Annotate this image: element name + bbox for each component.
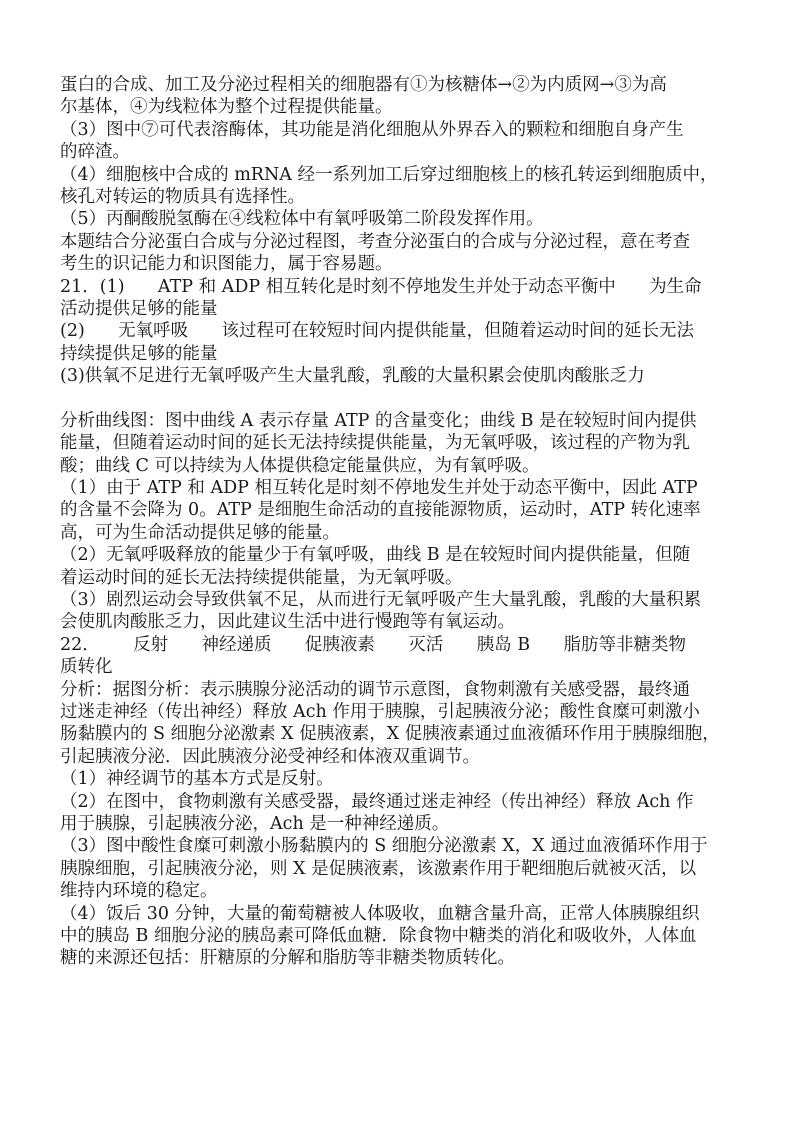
question-22-line: 22． 反射 神经递质 促胰液素 灭活 胰岛 B 脂肪等非糖类物 — [60, 634, 686, 655]
text-line: （5）丙酮酸脱氢酶在④线粒体中有氧呼吸第二阶段发挥作用。 — [60, 209, 544, 230]
text-line: (3)供氧不足进行无氧呼吸产生大量乳酸，乳酸的大量积累会使肌肉酸胀乏力 — [60, 366, 645, 387]
text-line: 活动提供足够的能量 — [60, 299, 218, 320]
text-line: 着运动时间的延长无法持续提供能量，为无氧呼吸。 — [60, 567, 463, 588]
text-line: （4）细胞核中合成的 mRNA 经一系列加工后穿过细胞核上的核孔转运到细胞质中， — [60, 164, 718, 185]
text-line: (2) 无氧呼吸 该过程可在较短时间内提供能量，但随着运动时间的延长无法 — [60, 321, 695, 342]
text-line: 中的胰岛 B 细胞分泌的胰岛素可降低血糖．除食物中糖类的消化和吸收外，人体血 — [60, 926, 697, 947]
text-line: 尔基体，④为线粒体为整个过程提供能量。 — [60, 97, 393, 118]
text-line: 分析曲线图：图中曲线 A 表示存量 ATP 的含量变化；曲线 B 是在较短时间内提供 — [60, 410, 697, 431]
text-line: 的碎渣。 — [60, 142, 130, 163]
text-line: 质转化 — [60, 657, 113, 678]
text-line: 蛋白的合成、加工及分泌过程相关的细胞器有①为核糖体→②为内质网→③为高 — [60, 75, 667, 95]
document-page — [60, 74, 750, 970]
text-line: 糖的来源还包括：肝糖原的分解和脂肪等非糖类物质转化。 — [60, 948, 515, 969]
text-line: （2）无氧呼吸释放的能量少于有氧呼吸，曲线 B 是在较短时间内提供能量，但随 — [60, 545, 691, 566]
text-line: 会使肌肉酸胀乏力，因此建议生活中进行慢跑等有氧运动。 — [60, 612, 515, 633]
text-line: 过迷走神经（传出神经）释放 Ach 作用于胰腺，引起胰液分泌；酸性食糜可刺激小 — [60, 701, 700, 722]
text-line: 本题结合分泌蛋白合成与分泌过程图，考查分泌蛋白的合成与分泌过程，意在考查 — [60, 231, 690, 252]
text-line: 引起胰液分泌．因此胰液分泌受神经和体液双重调节。 — [60, 746, 480, 767]
text-line: （4）饭后 30 分钟，大量的葡萄糖被人体吸收，血糖含量升高，正常人体胰腺组织 — [60, 903, 700, 924]
text-line: 的含量不会降为 0。ATP 是细胞生命活动的直接能源物质，运动时，ATP 转化速率 — [60, 500, 701, 521]
text-line: （1）神经调节的基本方式是反射。 — [60, 769, 334, 790]
question-21-line: 21．(1) ATP 和 ADP 相互转化是时刻不停地发生并处于动态平衡中 为生命 — [60, 276, 702, 297]
text-line: 维持内环境的稳定。 — [60, 881, 218, 902]
text-line: （1）由于 ATP 和 ADP 相互转化是时刻不停地发生并处于动态平衡中，因此 ATP — [60, 477, 698, 498]
text-line: 用于胰腺，引起胰液分泌，Ach 是一种神经递质。 — [60, 814, 450, 834]
text-line: （3）剧烈运动会导致供氧不足，从而进行无氧呼吸产生大量乳酸，乳酸的大量积累 — [60, 589, 702, 610]
text-line: （3）图中⑦可代表溶酶体，其功能是消化细胞从外界吞入的颗粒和细胞自身产生 — [60, 119, 684, 140]
text-line: 分析：据图分析：表示胰腺分泌活动的调节示意图，食物刺激有关感受器，最终通 — [60, 679, 690, 700]
text-line: 能量，但随着运动时间的延长无法持续提供能量，为无氧呼吸，该过程的产物为乳 — [60, 433, 690, 454]
text-line: 高，可为生命活动提供足够的能量。 — [60, 522, 340, 543]
blank-line — [60, 388, 750, 410]
text-line: 肠黏膜内的 S 细胞分泌激素 X 促胰液素，X 促胰液素通过血液循环作用于胰腺细胞， — [60, 724, 720, 745]
text-line: 酸；曲线 C 可以持续为人体提供稳定能量供应，为有氧呼吸。 — [60, 455, 540, 476]
text-line: 持续提供足够的能量 — [60, 343, 218, 364]
text-line: 考生的识记能力和识图能力，属于容易题。 — [60, 254, 393, 275]
text-line: 胰腺细胞，引起胰液分泌，则 X 是促胰液素，该激素作用于靶细胞后就被灭活，以 — [60, 858, 697, 879]
text-line: （3）图中酸性食糜可刺激小肠黏膜内的 S 细胞分泌激素 X，X 通过血液循环作用于 — [60, 836, 708, 857]
text-line: （2）在图中，食物刺激有关感受器，最终通过迷走神经（传出神经）释放 Ach 作 — [60, 791, 694, 812]
text-line: 核孔对转运的物质具有选择性。 — [60, 187, 305, 208]
